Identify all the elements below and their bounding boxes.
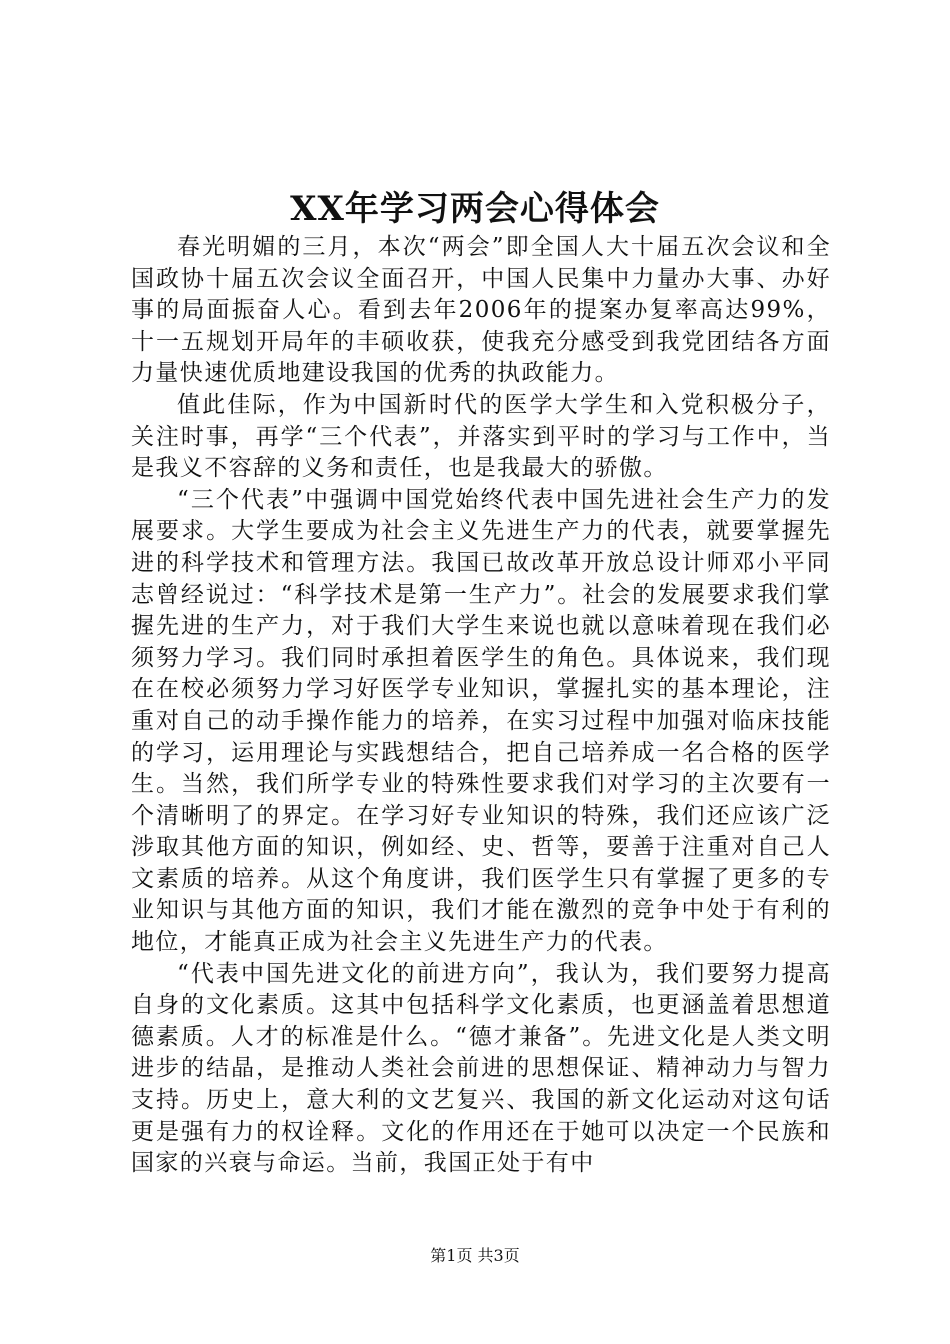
document-body (131, 232, 831, 1180)
paragraph-3: “三个代表”中强调中国党始终代表中国先进社会生产力的发展要求。大学生要成为社会主义先进生产力的代表，就要掌握先进的科学技术和管理方法。我国已故改革开放总设计师邓小平同志曾经说过：“科学技术是第一生产力”。社会的发展要求我们掌握先进的生产力，对于我们大学生来说也就以意味着现在我们必须努力学习。我们同时承担着医学生的角色。具体说来，我们现在在校必须努力学习好医学专业知识，掌握扎实的基本理论，注重对自己的动手操作能力的培养，在实习过程中加强对临床技能的学习，运用理论与实践想结合，把自己培养成一名合格的医学生。当然，我们所学专业的特殊性要求我们对学习的主次要有一个清晰明了的界定。在学习好专业知识的特殊，我们还应该广泛涉取其他方面的知识，例如经、史、哲等，要善于注重对自己人文素质的培养。从这个角度讲，我们医学生只有掌握了更多的专业知识与其他方面的知识，我们才能在激烈的竞争中处于有利的地位，才能真正成为社会主义先进生产力的代表。 (131, 486, 831, 956)
paragraph-2: 值此佳际，作为中国新时代的医学大学生和入党积极分子，关注时事，再学“三个代表”，并落实到平时的学习与工作中，当是我义不容辞的义务和责任，也是我最大的骄傲。 (131, 391, 831, 482)
page-number-footer: 第1页 共3页 (430, 1246, 520, 1265)
paragraph-4: “代表中国先进文化的前进方向”，我认为，我们要努力提高自身的文化素质。这其中包括科学文化素质，也更涵盖着思想道德素质。人才的标准是什么。“德才兼备”。先进文化是人类文明进步的结晶，是推动人类社会前进的思想保证、精神动力与智力支持。历史上，意大利的文艺复兴、我国的新文化运动对这句话更是强有力的权诠释。文化的作用还在于她可以决定一个民族和国家的兴衰与命运。当前，我国正处于有中 (131, 960, 831, 1177)
document-title: XX年学习两会心得体会 (290, 189, 660, 229)
paragraph-1: 春光明媚的三月，本次“两会”即全国人大十届五次会议和全国政协十届五次会议全面召开，中国人民集中力量办大事、办好事的局面振奋人心。看到去年2006年的提案办复率高达99%，十一五规划开局年的丰硕收获，使我充分感受到我党团结各方面力量快速优质地建设我国的优秀的执政能力。 (131, 234, 831, 387)
